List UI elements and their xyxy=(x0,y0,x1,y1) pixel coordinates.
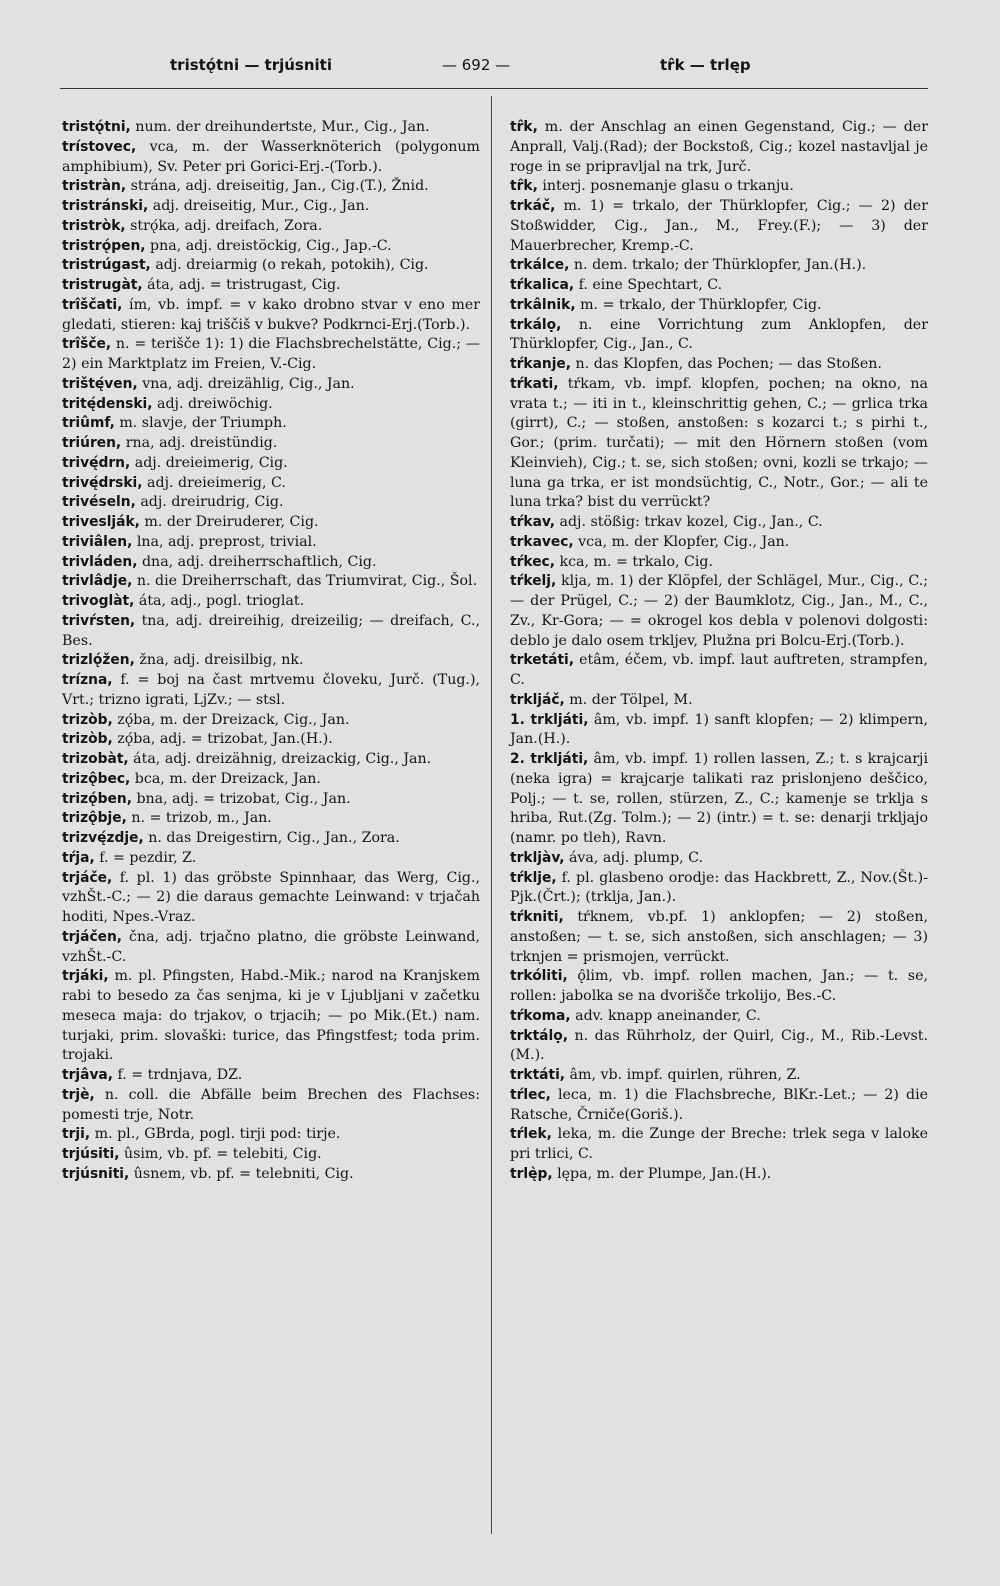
entry-headword: trji, xyxy=(62,1126,91,1143)
dictionary-entry xyxy=(62,395,480,415)
dictionary-entry xyxy=(62,434,480,454)
left-column xyxy=(62,118,480,1185)
dictionary-entry xyxy=(510,849,928,869)
dictionary-entry xyxy=(510,276,928,296)
entry-headword: 1. trkljáti, xyxy=(510,711,589,728)
entry-definition: n. = terišče 1): 1) die Flachsbrechelstätte, Cig.; — 2) ein Marktplatz im Freien, V.-Cig. xyxy=(62,336,480,372)
entry-headword: tristràn, xyxy=(62,178,127,195)
entry-headword: trivoglàt, xyxy=(62,593,135,609)
entry-headword: tŕkniti, xyxy=(510,909,564,925)
entry-definition: f. pl. glasbeno orodje: das Hackbrett, Z., Nov.(Št.)-Pjk.(Črt.); (trklja, Jan.). xyxy=(510,869,928,906)
entry-definition: adv. knapp aneinander, C. xyxy=(570,1007,761,1024)
dictionary-entry xyxy=(62,513,480,533)
entry-definition: f. = boj na čast mrtvemu človeku, Jurč. (Tug.), Vrt.; trizno igrati, LjZv.; — stsl. xyxy=(62,672,480,708)
entry-headword: tŕkec, xyxy=(510,553,555,570)
entry-headword: tŕja, xyxy=(62,849,95,866)
entry-definition: m. = trkalo, der Thürklopfer, Cig. xyxy=(575,296,822,313)
right-guide-word: tr̂k — trlęp xyxy=(660,56,751,74)
entry-headword: trivláden, xyxy=(62,553,138,570)
entry-definition: lępa, m. der Plumpe, Jan.(H.). xyxy=(552,1165,772,1182)
dictionary-entry xyxy=(510,513,928,533)
entry-headword: trizòb, xyxy=(62,711,113,728)
entry-definition: vna, adj. dreizählig, Cig., Jan. xyxy=(137,375,355,392)
entry-headword: trktáti, xyxy=(510,1067,566,1083)
entry-definition: leka, m. die Zunge der Breche: trlek sega v laloke pri trlici, C. xyxy=(510,1126,928,1162)
entry-headword: tŕkanje, xyxy=(510,356,572,372)
entry-headword: trivŕsten, xyxy=(62,612,136,629)
entry-definition: f. pl. 1) das gröbste Spinnhaar, das Werg, Cig., vzhŠt.-C.; — 2) die daraus gemachte Leinwand: v trjačah hoditi, Npes.-Vraz. xyxy=(62,869,480,925)
dictionary-entry xyxy=(62,217,480,237)
entry-definition: n. = trizob, m., Jan. xyxy=(126,810,272,827)
dictionary-entry xyxy=(62,572,480,592)
entry-headword: trîšče, xyxy=(62,336,112,353)
entry-headword: tŕklje, xyxy=(510,869,557,886)
entry-headword: trizobàt, xyxy=(62,751,129,767)
dictionary-entry xyxy=(510,118,928,177)
dictionary-entry xyxy=(510,553,928,573)
entry-headword: trklјáč, xyxy=(510,691,565,708)
entry-headword: tristránski, xyxy=(62,198,149,214)
entry-definition: dna, adj. dreiherrschaftlich, Cig. xyxy=(137,553,377,570)
dictionary-entry xyxy=(62,276,480,296)
entry-definition: čna, adj. trjačno platno, die gröbste Leinwand, vzhŠt.-C. xyxy=(62,928,480,965)
entry-definition: tŕknem, vb.pf. 1) anklopfen; — 2) stoßen, anstoßen; — t. se, sich anstoßen, sich anschlagen; — 3) trknjen = prismojen, verrückt. xyxy=(510,909,928,965)
dictionary-entry xyxy=(62,869,480,928)
entry-definition: interj. posnemanje glasu o trkanju. xyxy=(537,178,794,195)
entry-headword: trjáče, xyxy=(62,869,113,886)
entry-definition: ûsim, vb. pf. = telebiti, Cig. xyxy=(119,1146,322,1162)
entry-definition: âm, vb. impf. quirlen, rühren, Z. xyxy=(565,1067,801,1083)
dictionary-entry xyxy=(62,770,480,790)
entry-headword: trizòb, xyxy=(62,731,113,748)
entry-headword: triveslják, xyxy=(62,514,140,530)
entry-definition: adj. dreiseitig, Mur., Cig., Jan. xyxy=(148,198,370,214)
entry-definition: m. der Dreiruderer, Cig. xyxy=(139,514,319,530)
entry-definition: tna, adj. dreireihig, dreizeilig; — dreifach, C., Bes. xyxy=(62,612,480,649)
dictionary-entry xyxy=(62,1145,480,1165)
entry-definition: kca, m. = trkalo, Cig. xyxy=(554,553,714,570)
page-number: — 692 — xyxy=(442,56,511,74)
entry-definition: m. pl., GBrda, pogl. tirji pod: tirje. xyxy=(90,1126,341,1143)
dictionary-entry xyxy=(510,197,928,256)
entry-headword: trjúsniti, xyxy=(62,1165,130,1182)
dictionary-entry xyxy=(510,256,928,276)
running-head xyxy=(60,56,940,86)
entry-headword: trjè, xyxy=(62,1086,95,1103)
dictionary-entry xyxy=(62,375,480,395)
entry-headword: tristrúgast, xyxy=(62,257,151,274)
dictionary-entry xyxy=(510,869,928,909)
entry-headword: trkálọ, xyxy=(510,316,562,333)
entry-definition: strǫ́ka, adj. dreifach, Zora. xyxy=(125,217,323,234)
entry-headword: trkavec, xyxy=(510,533,574,550)
dictionary-entry xyxy=(62,1086,480,1126)
entry-definition: bca, m. der Dreizack, Jan. xyxy=(130,770,321,787)
dictionary-entry xyxy=(510,1165,928,1185)
entry-headword: tŕkelj, xyxy=(510,573,557,590)
entry-definition: n. coll. die Abfälle beim Brechen des Flachses: pomesti trje, Notr. xyxy=(62,1086,480,1123)
entry-headword: trjúsiti, xyxy=(62,1146,120,1162)
entry-definition: adj. dreirudrig, Cig. xyxy=(135,494,284,511)
entry-definition: m. pl. Pfingsten, Habd.-Mik.; narod na Kranjskem rabi to besedo za čas senjma, ki je v Ljubljani v začetku meseca maja: do trjakov, o trjacih; — po Mik.(Et.) nam. turjaki, prim. slovaški: turice, das Pfingstfest; toda prim. trojaki. xyxy=(62,968,480,1064)
dictionary-entry xyxy=(510,908,928,967)
entry-headword: tristǫ́tni, xyxy=(62,119,131,135)
dictionary-entry xyxy=(62,790,480,810)
dictionary-entry xyxy=(62,849,480,869)
dictionary-entry xyxy=(62,493,480,513)
dictionary-entry xyxy=(510,1027,928,1067)
entry-definition: bna, adj. = trizobat, Cig., Jan. xyxy=(131,790,351,807)
entry-headword: trivlâdje, xyxy=(62,573,133,590)
entry-headword: trîščati, xyxy=(62,296,123,313)
entry-headword: tŕkav, xyxy=(510,514,555,530)
entry-headword: trkáč, xyxy=(510,198,556,214)
entry-headword: triviâlen, xyxy=(62,533,133,550)
entry-headword: tŕlek, xyxy=(510,1126,552,1143)
dictionary-entry xyxy=(62,730,480,750)
entry-headword: trištę́ven, xyxy=(62,375,138,392)
dictionary-entry xyxy=(62,237,480,257)
dictionary-entry xyxy=(510,1125,928,1165)
entry-definition: pna, adj. dreistöckig, Cig., Jap.-C. xyxy=(145,237,392,254)
dictionary-entry xyxy=(62,533,480,553)
entry-definition: âm, vb. impf. 1) sanft klopfen; — 2) klimpern, Jan.(H.). xyxy=(510,711,928,748)
entry-headword: trkóliti, xyxy=(510,968,568,985)
dictionary-entry xyxy=(62,118,480,138)
dictionary-entry xyxy=(62,1125,480,1145)
entry-headword: trktálọ, xyxy=(510,1027,568,1044)
entry-headword: tristrǫ́pen, xyxy=(62,237,146,254)
dictionary-entry xyxy=(510,572,928,651)
dictionary-entry xyxy=(510,750,928,849)
entry-definition: adj. stößig: trkav kozel, Cig., Jan., C. xyxy=(555,514,823,530)
entry-definition: ǫ̂lim, vb. impf. rollen machen, Jan.; — t. se, rollen: jabolka se na dvorišče trkolijo, Bes.-C. xyxy=(510,968,928,1004)
dictionary-entry xyxy=(510,691,928,711)
entry-headword: trjáki, xyxy=(62,968,109,985)
dictionary-entry xyxy=(62,296,480,336)
entry-headword: trkálce, xyxy=(510,257,570,274)
entry-headword: trizǫ̂bje, xyxy=(62,810,127,827)
entry-definition: strána, adj. dreiseitig, Jan., Cig.(T.), Žnid. xyxy=(126,178,429,195)
dictionary-entry xyxy=(62,612,480,652)
entry-definition: klja, m. 1) der Klöpfel, der Schlägel, Mur., Cig., C.; — der Prügel, C.; — 2) der Baumklotz, Cig., Jan., M., C., Zv., Kr-Gora; — = okrogel kos debla v polenovi dolgosti: deblo je dalo osem trkljev, Plužna pri Bolcu-Erj.(Torb.). xyxy=(510,573,928,649)
dictionary-entry xyxy=(510,711,928,751)
left-guide-word: tristǫ́tni — trjúsniti xyxy=(170,56,332,74)
entry-headword: tristròk, xyxy=(62,217,126,234)
entry-headword: trjâva, xyxy=(62,1067,113,1083)
dictionary-entry xyxy=(62,592,480,612)
dictionary-entry xyxy=(62,750,480,770)
dictionary-entry xyxy=(62,553,480,573)
dictionary-entry xyxy=(62,414,480,434)
entry-headword: trizǫ́ben, xyxy=(62,790,132,807)
entry-headword: trizlǫ́žen, xyxy=(62,652,135,669)
entry-headword: triûmf, xyxy=(62,415,115,432)
dictionary-entry xyxy=(510,967,928,1007)
dictionary-entry xyxy=(62,829,480,849)
entry-definition: adj. dreiarmig (o rekah, potokih), Cig. xyxy=(150,257,429,274)
dictionary-entry xyxy=(510,177,928,197)
entry-definition: vca, m. der Klopfer, Cig., Jan. xyxy=(573,533,790,550)
entry-headword: trlę̀p, xyxy=(510,1165,553,1182)
entry-definition: etâm, éčem, vb. impf. laut auftreten, strampfen, C. xyxy=(510,652,928,688)
dictionary-entry xyxy=(62,711,480,731)
entry-headword: trketáti, xyxy=(510,652,575,669)
entry-headword: tŕlec, xyxy=(510,1086,551,1103)
entry-definition: num. der dreihundertste, Mur., Cig., Jan. xyxy=(130,119,430,135)
entry-definition: rna, adj. dreistündig. xyxy=(121,435,278,451)
entry-definition: zǫ́ba, adj. = trizobat, Jan.(H.). xyxy=(112,731,333,748)
entry-definition: n. eine Vorrichtung zum Anklopfen, der Thürklopfer, Cig., Jan., C. xyxy=(510,316,928,353)
dictionary-entry xyxy=(510,1086,928,1126)
dictionary-entry xyxy=(62,177,480,197)
entry-headword: tr̂k, xyxy=(510,178,538,195)
entry-headword: trízna, xyxy=(62,672,113,688)
entry-definition: f. = pezdir, Z. xyxy=(94,849,197,866)
entry-definition: n. das Dreigestirn, Cig., Jan., Zora. xyxy=(143,830,400,846)
entry-definition: áva, adj. plump, C. xyxy=(564,849,704,866)
dictionary-entry xyxy=(62,474,480,494)
entry-headword: triúren, xyxy=(62,435,122,451)
entry-definition: ím, vb. impf. = v kako drobno stvar v eno mer gledati, stieren: kaj triščiš v bukve? Podkrnci-Erj.(Torb.). xyxy=(62,296,480,333)
entry-headword: trkljàv, xyxy=(510,849,565,866)
entry-headword: trizvę́zdje, xyxy=(62,830,144,846)
header-rule xyxy=(60,88,928,89)
entry-headword: tŕkalica, xyxy=(510,277,575,293)
entry-definition: n. das Klopfen, das Pochen; — das Stoßen. xyxy=(571,356,882,372)
entry-headword: trístovec, xyxy=(62,138,137,155)
entry-headword: tŕkati, xyxy=(510,375,559,392)
dictionary-entry xyxy=(62,809,480,829)
entry-definition: n. die Dreiherrschaft, das Triumvirat, Cig., Šol. xyxy=(132,573,478,590)
entry-definition: žna, adj. dreisilbig, nk. xyxy=(134,652,304,669)
entry-definition: n. dem. trkalo; der Thürklopfer, Jan.(H.). xyxy=(569,257,867,274)
entry-definition: vca, m. der Wasserknöterich (polygonum amphibium), Sv. Peter pri Gorici-Erj.-(Torb.). xyxy=(62,138,480,175)
dictionary-entry xyxy=(62,671,480,711)
entry-headword: trivę́drski, xyxy=(62,474,143,491)
right-column xyxy=(510,118,928,1185)
dictionary-entry xyxy=(62,197,480,217)
dictionary-entry xyxy=(510,533,928,553)
entry-definition: lna, adj. preprost, trivial. xyxy=(132,533,317,550)
dictionary-entry xyxy=(62,335,480,375)
entry-definition: ûsnem, vb. pf. = telebniti, Cig. xyxy=(129,1165,354,1182)
dictionary-entry xyxy=(510,651,928,691)
entry-headword: trkâlnik, xyxy=(510,296,576,313)
dictionary-entry xyxy=(62,256,480,276)
entry-headword: tŕkoma, xyxy=(510,1007,571,1024)
entry-definition: m. 1) = trkalo, der Thürklopfer, Cig.; — 2) der Stoßwidder, Cig., Jan., M., Frey.(F.); — 3) der Mauerbrecher, Kremp.-C. xyxy=(510,198,928,254)
entry-headword: 2. trkljáti, xyxy=(510,751,589,767)
dictionary-entry xyxy=(62,1165,480,1185)
entry-definition: âm, vb. impf. 1) rollen lassen, Z.; t. s krajcarji (neka igra) = krajcarje talikati raz prislonjeno deščico, Polj.; — t. se, rollen, stürzen, Z., C.; kamenje se trklja s hriba, Rut.(Zg. Tolm.); — 2) (intr.) = t. se: denarji trkljajo (namr. po tleh), Ravn. xyxy=(510,751,928,846)
entry-definition: zǫ́ba, m. der Dreizack, Cig., Jan. xyxy=(112,711,350,728)
entry-definition: m. der Tölpel, M. xyxy=(564,691,693,708)
dictionary-entry xyxy=(510,375,928,513)
entry-definition: áta, adj., pogl. trioglat. xyxy=(134,593,305,609)
entry-headword: trivéseln, xyxy=(62,494,136,511)
entry-headword: tristrugàt, xyxy=(62,277,143,293)
dictionary-entry xyxy=(62,138,480,178)
dictionary-entry xyxy=(510,296,928,316)
entry-definition: m. slavje, der Triumph. xyxy=(114,415,287,432)
dictionary-entry xyxy=(510,1007,928,1027)
entry-headword: tr̂k, xyxy=(510,119,538,135)
dictionary-entry xyxy=(62,651,480,671)
entry-headword: tritę́denski, xyxy=(62,395,153,412)
entry-definition: tŕkam, vb. impf. klopfen, pochen; na okno, na vrata t.; — iti in t., kleinschrittig gehen, C.; — grlica trka (girrt), C.; — stoßen, anstoßen: s kozarci t.; s pirhi t., Gor.; (prim. turčati); — mit den Hörnern stoßen (vom Kleinvieh), Cig.; t. se, sich stoßen; ovni, kozli se trkajo; — luna ga trka, er ist mondsüchtig, C., Notr., Gor.; — ali te luna trka? bist du verrückt? xyxy=(510,375,928,511)
entry-definition: adj. dreiwöchig. xyxy=(152,395,273,412)
entry-headword: trjáčen, xyxy=(62,928,123,945)
entry-definition: adj. dreieimerig, Cig. xyxy=(130,454,288,471)
dictionary-entry xyxy=(62,1066,480,1086)
entry-definition: m. der Anschlag an einen Gegenstand, Cig.; — der Anprall, Valj.(Rad); der Bockstoß, Cig.; kozel nastavljal je roge in se pripravljal na trk, Jurč. xyxy=(510,119,928,175)
dictionary-entry xyxy=(510,316,928,356)
dictionary-entry xyxy=(62,928,480,968)
entry-definition: f. = trdnjava, DZ. xyxy=(112,1067,243,1083)
entry-definition: leca, m. 1) die Flachsbreche, BlKr.-Let.; — 2) die Ratsche, Črniče(Goriš.). xyxy=(510,1086,928,1123)
entry-definition: n. das Rührholz, der Quirl, Cig., M., Rib.-Levst.(M.). xyxy=(510,1027,928,1064)
entry-headword: trizǫ̂bec, xyxy=(62,770,131,787)
entry-headword: trivę́drn, xyxy=(62,454,131,471)
dictionary-entry xyxy=(510,1066,928,1086)
entry-definition: adj. dreieimerig, C. xyxy=(142,474,286,491)
dictionary-entry xyxy=(62,454,480,474)
entry-definition: f. eine Spechtart, C. xyxy=(574,277,723,293)
dictionary-entry xyxy=(62,967,480,1066)
column-divider xyxy=(491,96,492,1534)
dictionary-entry xyxy=(510,355,928,375)
entry-definition: áta, adj. = tristrugast, Cig. xyxy=(142,277,341,293)
entry-definition: áta, adj. dreizähnig, dreizackig, Cig., Jan. xyxy=(128,751,432,767)
